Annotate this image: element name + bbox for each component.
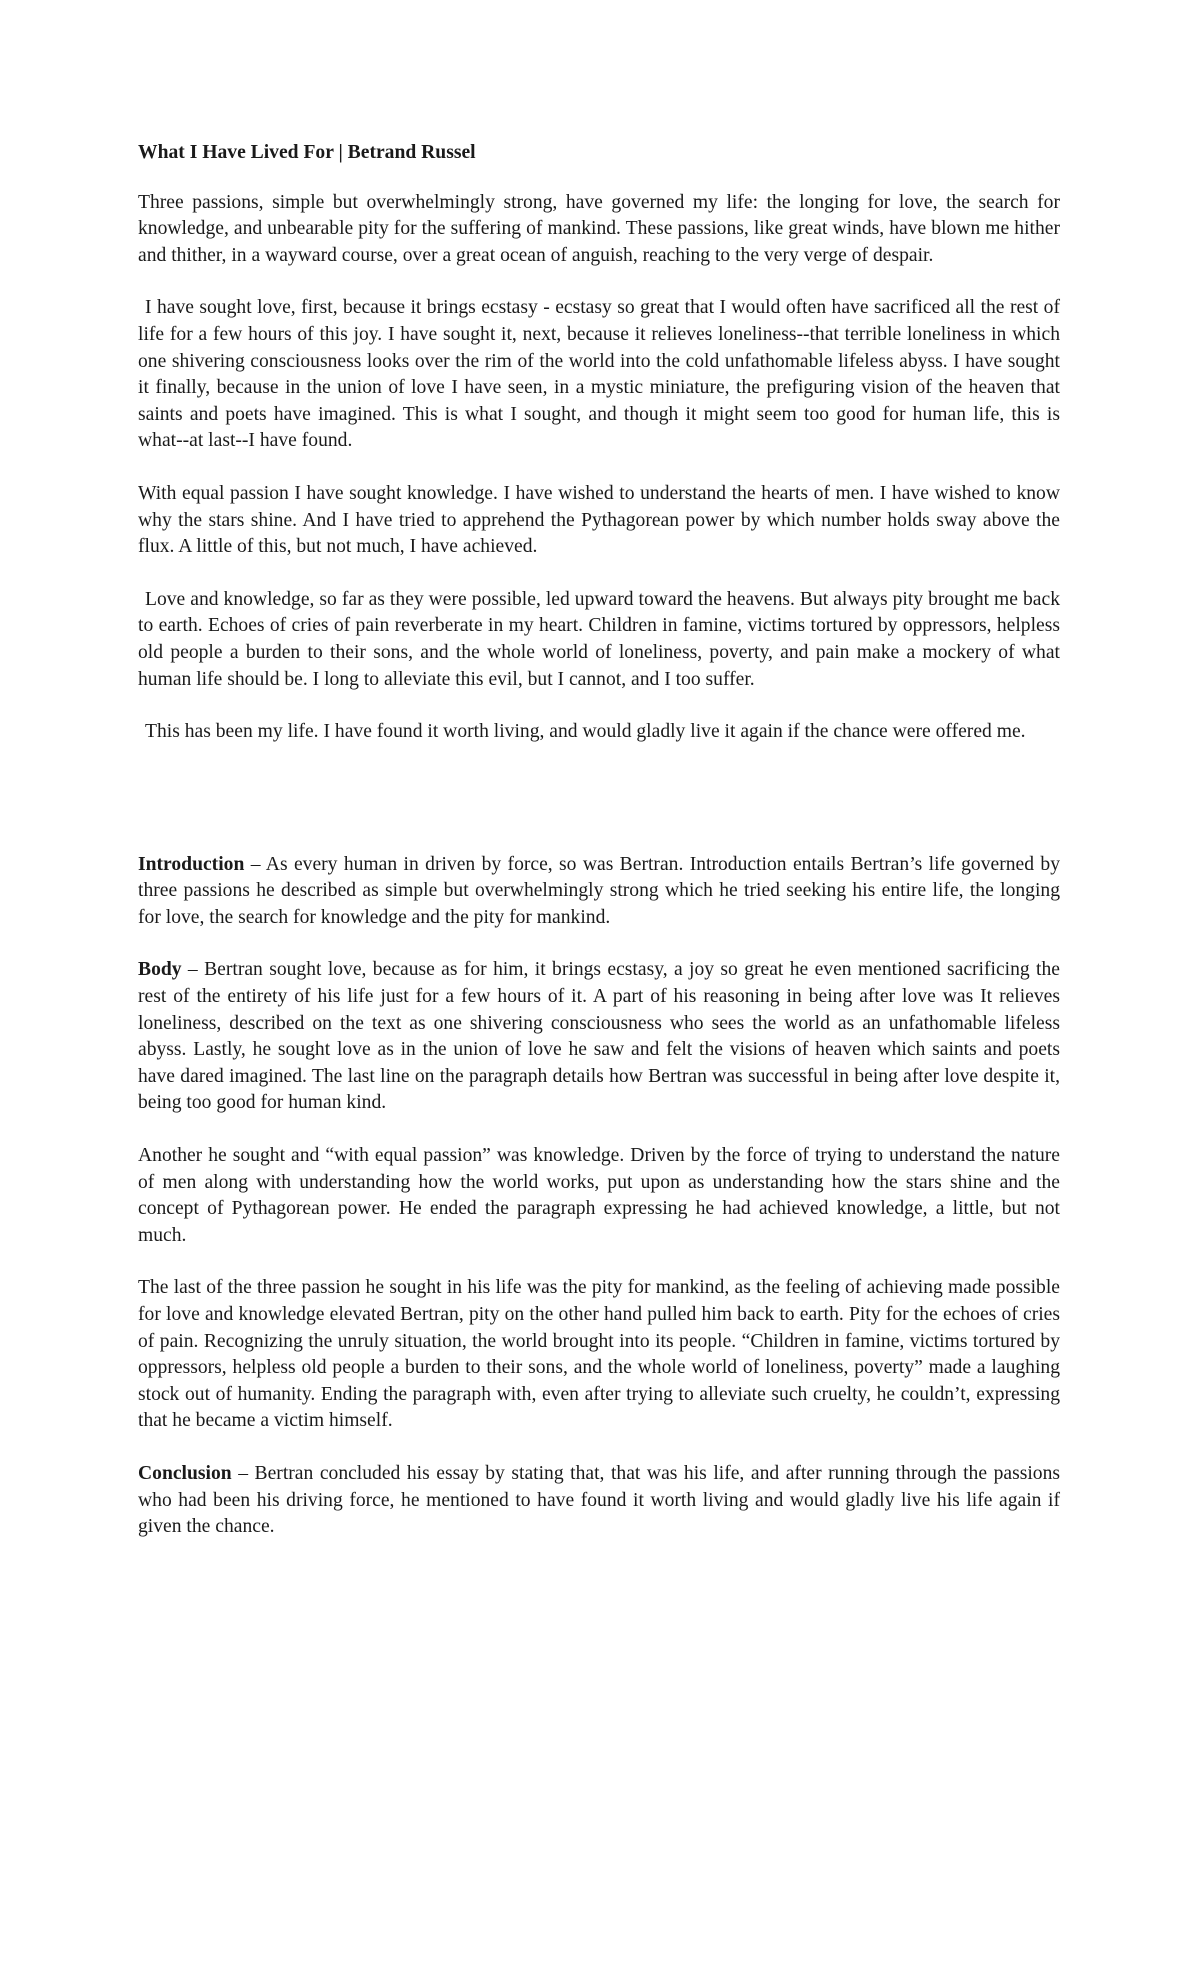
analysis-body-pity: The last of the three passion he sought in his life was the pity for mankind, as the feeling of achieving made possible for love and knowledge elevated Bertran, pity on the other hand pulled him back to earth. Pity for the echoes of cries of pain. Recognizing the unruly situation, the world brought into its people. “Children in famine, victims tortured by oppressors, helpless old people a burden to their sons, and the whole world of loneliness, poverty” made a laughing stock out of humanity. Ending the paragraph with, even after trying to alleviate such cruelty, he couldn’t, expressing that he became a victim himself. <box>138 1277 1060 1432</box>
essay-paragraph-5: This has been my life. I have found it worth living, and would gladly live it again if the chance were offered me. <box>145 721 1026 743</box>
essay-paragraph-4: Love and knowledge, so far as they were possible, led upward toward the heavens. But always pity brought me back to earth. Echoes of cries of pain reverberate in my heart. Children in famine, victims tortured by oppressors, helpless old people a burden to their sons, and the whole world of loneliness, poverty, and pain make a mockery of what human life should be. I long to alleviate this evil, but I cannot, and I too suffer. <box>138 588 1060 690</box>
introduction-text: – As every human in driven by force, so was Bertran. Introduction entails Bertran’s life governed by three passions he described as simple but overwhelmingly strong which he tried seeking his entire life, the longing for love, the search for knowledge and the pity for mankind. <box>138 853 1060 928</box>
analysis-introduction <box>138 852 1060 932</box>
analysis-conclusion <box>138 1461 1060 1541</box>
analysis-body <box>138 957 1060 1117</box>
conclusion-label: Conclusion <box>138 1462 232 1484</box>
essay-paragraph-1: Three passions, simple but overwhelmingly strong, have governed my life: the longing for love, the search for knowledge, and unbearable pity for the suffering of mankind. These passions, like great winds, have blown me hither and thither, in a wayward course, over a great ocean of anguish, reaching to the very verge of despair. <box>138 191 1060 266</box>
essay-paragraph-2: I have sought love, first, because it brings ecstasy - ecstasy so great that I would often have sacrificed all the rest of life for a few hours of this joy. I have sought it, next, because it relieves loneliness--that terrible loneliness in which one shivering consciousness looks over the rim of the world into the cold unfathomable lifeless abyss. I have sought it finally, because in the union of love I have seen, in a mystic miniature, the prefiguring vision of the heaven that saints and poets have imagined. This is what I sought, and though it might seem too good for human life, this is what--at last--I have found. <box>138 297 1060 452</box>
document-content <box>138 140 1060 1567</box>
body-text: – Bertran sought love, because as for him, it brings ecstasy, a joy so great he even mentioned sacrificing the rest of the entirety of his life just for a few hours of it. A part of his reasoning in being after love was It relieves loneliness, described on the text as one shivering consciousness who sees the world as an unfathomable lifeless abyss. Lastly, he sought love as in the union of love he saw and felt the visions of heaven which saints and poets have dared imagined. The last line on the paragraph details how Bertran was successful in being after love despite it, being too good for human kind. <box>138 959 1060 1114</box>
essay-paragraph-3: With equal passion I have sought knowledge. I have wished to understand the hearts of men. I have wished to know why the stars shine. And I have tried to apprehend the Pythagorean power by which number holds sway above the flux. A little of this, but not much, I have achieved. <box>138 482 1060 558</box>
document-title: What I Have Lived For | Betrand Russel <box>138 142 476 163</box>
introduction-label: Introduction <box>138 853 245 875</box>
body-label: Body <box>138 959 182 981</box>
analysis-body-knowledge: Another he sought and “with equal passion” was knowledge. Driven by the force of trying to understand the nature of men along with understanding how the world works, put upon as understanding how the stars shine and the concept of Pythagorean power. He ended the paragraph expressing he had achieved knowledge, a little, but not much. <box>138 1145 1060 1246</box>
conclusion-text: – Bertran concluded his essay by stating that, that was his life, and after running through the passions who had been his driving force, he mentioned to have found it worth living and would gladly live his life again if given the chance. <box>138 1462 1060 1538</box>
section-spacer <box>138 772 1060 852</box>
